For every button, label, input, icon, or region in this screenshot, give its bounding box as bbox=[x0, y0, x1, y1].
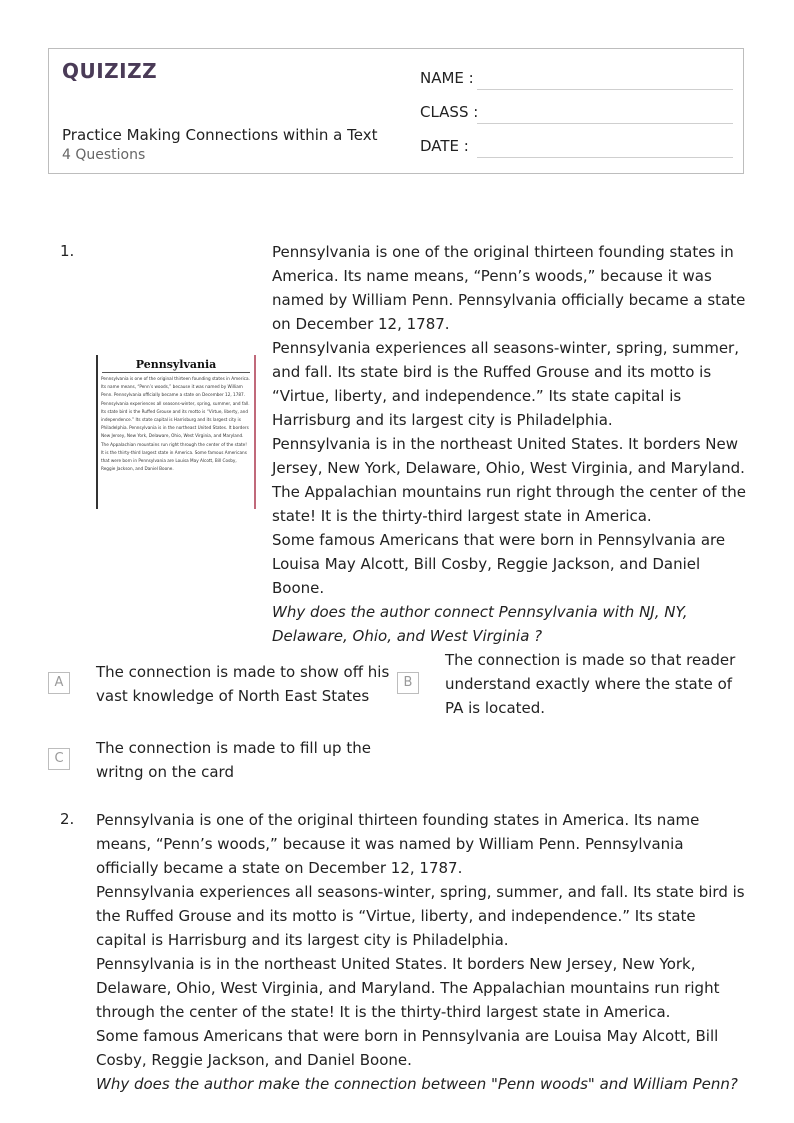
class-line[interactable] bbox=[477, 123, 733, 124]
option-c-text[interactable]: The connection is made to fill up the writng on the card bbox=[96, 739, 371, 781]
passage-paragraph: Pennsylvania is one of the original thirteen founding states in America. Its name means, “Penn’s woods,” because it was named by William Penn. Pennsylvania officially became a state on December 12, 1787. bbox=[272, 243, 746, 333]
passage-paragraph: Pennsylvania is one of the original thirteen founding states in America. Its name means, “Penn’s woods,” because it was named by William Penn. Pennsylvania officially became a state on December 12, 1787. bbox=[96, 811, 700, 877]
passage-paragraph: Pennsylvania is in the northeast United States. It borders New Jersey, New York, Delaware, Ohio, West Virginia, and Maryland. The Appalachian mountains run right through the center of the state! It is the thirty-third largest state in America. bbox=[96, 955, 720, 1021]
question-1-passage bbox=[272, 240, 748, 648]
worksheet-header bbox=[48, 48, 744, 174]
passage-paragraph: Some famous Americans that were born in Pennsylvania are Louisa May Alcott, Bill Cosby, Reggie Jackson, and Daniel Boone. bbox=[272, 531, 726, 597]
question-1-prompt: Why does the author connect Pennsylvania with NJ, NY, Delaware, Ohio, and West Virginia ? bbox=[272, 603, 688, 645]
passage-paragraph: Pennsylvania experiences all seasons-winter, spring, summer, and fall. Its state bird is the Ruffed Grouse and its motto is “Virtue, liberty, and independence.” Its state capital is Harrisburg and its largest city is Philadelphia. bbox=[96, 883, 745, 949]
option-c-box[interactable]: C bbox=[48, 748, 70, 770]
date-label: DATE : bbox=[420, 137, 469, 155]
option-a-text[interactable]: The connection is made to show off his vast knowledge of North East States bbox=[96, 663, 390, 705]
passage-paragraph: Some famous Americans that were born in Pennsylvania are Louisa May Alcott, Bill Cosby, Reggie Jackson, and Daniel Boone. bbox=[96, 1027, 719, 1069]
option-a-box[interactable]: A bbox=[48, 672, 70, 694]
option-b-text[interactable]: The connection is made so that reader understand exactly where the state of PA is located. bbox=[445, 651, 736, 717]
question-2-passage bbox=[96, 808, 748, 1096]
question-2-number: 2. bbox=[60, 810, 75, 828]
class-label: CLASS : bbox=[420, 103, 479, 121]
question-count: 4 Questions bbox=[62, 147, 146, 163]
passage-paragraph: Pennsylvania experiences all seasons-winter, spring, summer, and fall. Its state bird is the Ruffed Grouse and its motto is “Virtue, liberty, and independence.” Its state capital is Harrisburg and its largest city is Philadelphia. bbox=[272, 339, 739, 429]
question-2-prompt: Why does the author make the connection between "Penn woods" and William Penn? bbox=[96, 1075, 738, 1093]
name-line[interactable] bbox=[477, 89, 733, 90]
image-title: Pennsylvania bbox=[135, 358, 217, 371]
pennsylvania-passage-image bbox=[96, 355, 256, 509]
date-line[interactable] bbox=[477, 157, 733, 158]
image-divider bbox=[102, 372, 250, 373]
option-b-box[interactable]: B bbox=[397, 672, 419, 694]
image-text: Pennsylvania is one of the original thirteen founding states in America. Its name means, “Penn’s woods,” because it was named by William Penn. Pennsylvania officially became a state on December 12, 1787. Pennsylvania experiences all seasons-winter, spring, summer, and fall. Its state bird is the Ruffed Grouse and its motto is “Virtue, liberty, and independence.” Its state capital is Harrisburg and its largest city is Philadelphia. Pennsylvania is in the northeast United States. It borders New Jersey, New York, Delaware, Ohio, West Virginia, and Maryland. The Appalachian mountains run right through the center of the state! It is the thirty-third largest state in America. Some famous Americans that were born in Pennsylvania are Louisa May Alcott, Bill Cosby, Reggie Jackson, and Daniel Boone. bbox=[101, 376, 250, 472]
worksheet-title: Practice Making Connections within a Text bbox=[62, 126, 378, 144]
quizizz-logo: QUIZIZZ bbox=[62, 59, 158, 83]
passage-paragraph: Pennsylvania is in the northeast United States. It borders New Jersey, New York, Delaware, Ohio, West Virginia, and Maryland. The Appalachian mountains run right through the center of the state! It is the thirty-third largest state in America. bbox=[272, 435, 746, 525]
question-1-number: 1. bbox=[60, 242, 75, 260]
name-label: NAME : bbox=[420, 69, 474, 87]
